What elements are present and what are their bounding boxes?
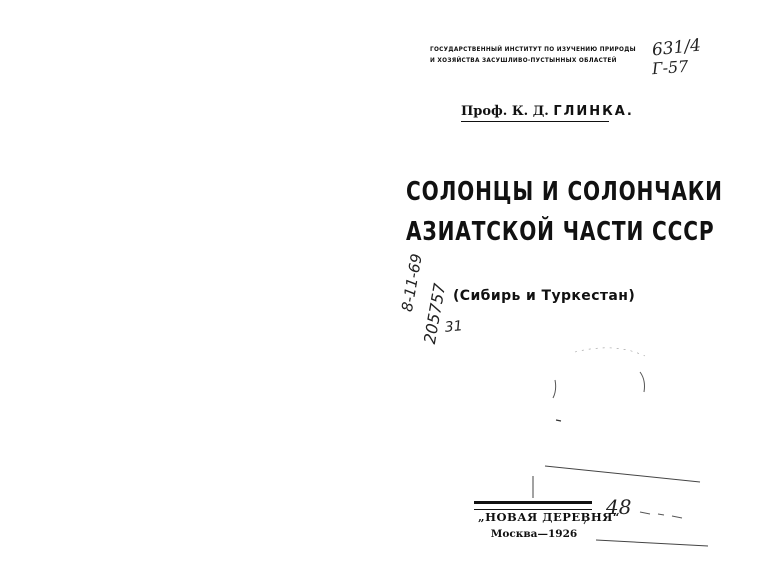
author-surname: ГЛИНКА.: [553, 104, 634, 119]
stamp-trace: [553, 380, 556, 398]
publisher-rule-top: [474, 501, 592, 504]
inventory-stamp: 8-11-69: [398, 252, 426, 314]
author-prefix: Проф. К. Д.: [461, 104, 549, 119]
publisher-city-year: Москва—1926: [490, 528, 578, 540]
book-title-line-1: СОЛОНЦЫ И СОЛОНЧАКИ: [406, 177, 723, 207]
book-title-line-2: АЗИАТСКОЙ ЧАСТИ СССР: [406, 217, 715, 247]
stamp-trace: [556, 420, 561, 421]
institute-line-1: ГОСУДАРСТВЕННЫЙ ИНСТИТУТ ПО ИЗУЧЕНИЮ ПРИРОДЫ: [430, 45, 636, 53]
stamp-trace: [596, 540, 708, 546]
publisher-name: „НОВАЯ ДЕРЕВНЯ“: [478, 510, 620, 524]
handwritten-shelf-mark: 631/4: [651, 35, 702, 61]
handwritten-shelf-mark-2: Г-57: [651, 56, 689, 79]
stamp-trace: [575, 348, 645, 356]
book-subtitle: (Сибирь и Туркестан): [453, 288, 636, 304]
inventory-number: 205757: [420, 281, 450, 346]
stamp-trace: [545, 466, 700, 482]
handwritten-number: 48: [606, 495, 632, 519]
institute-line-2: И ХОЗЯЙСТВА ЗАСУШЛИВО-ПУСТЫННЫХ ОБЛАСТЕЙ: [430, 56, 617, 64]
handwritten-mark: 31: [444, 318, 464, 336]
stamp-trace: [640, 512, 682, 518]
stamp-trace: [640, 372, 645, 392]
